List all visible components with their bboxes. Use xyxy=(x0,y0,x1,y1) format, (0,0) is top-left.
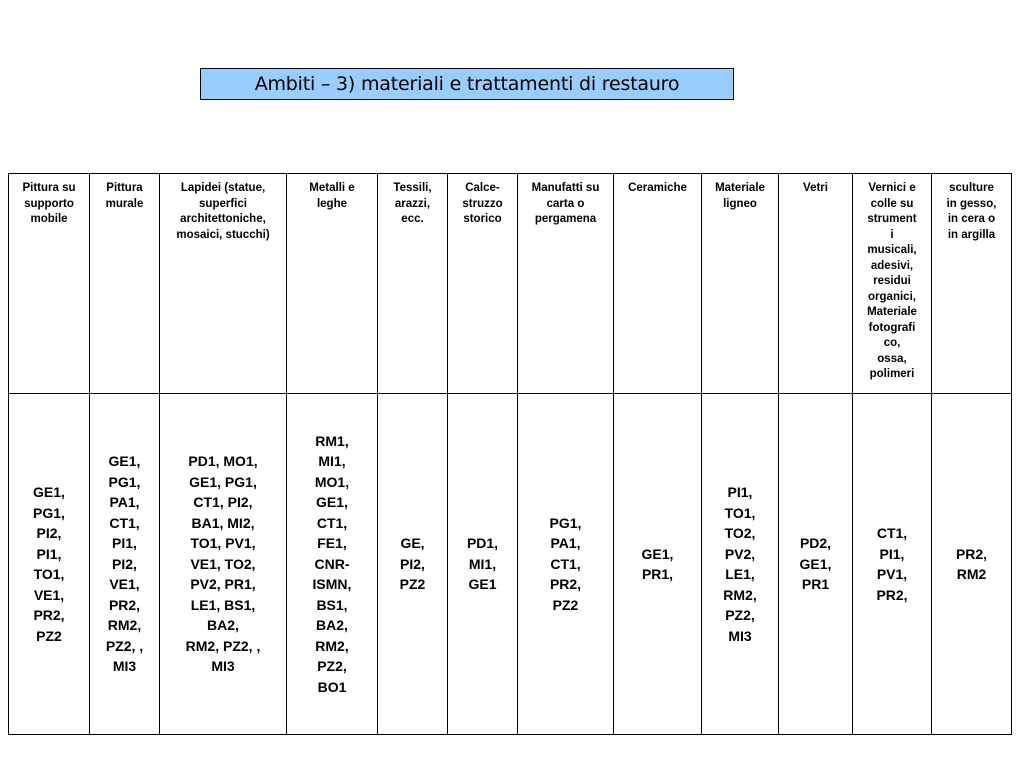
column-header: Tessili, arazzi, ecc. xyxy=(378,174,448,394)
column-header: Pittura murale xyxy=(90,174,160,394)
materials-table xyxy=(8,173,1012,735)
column-header: Materiale ligneo xyxy=(702,174,779,394)
table-cell: PR2, RM2 xyxy=(932,394,1012,735)
table-cell: GE1, PG1, PA1, CT1, PI1, PI2, VE1, PR2, RM2, PZ2, , MI3 xyxy=(90,394,160,735)
table-cell: PD1, MO1, GE1, PG1, CT1, PI2, BA1, MI2, TO1, PV1, VE1, TO2, PV2, PR1, LE1, BS1, BA2, RM2, PZ2, , MI3 xyxy=(160,394,287,735)
table-cell: PD1, MI1, GE1 xyxy=(448,394,518,735)
table-cell: RM1, MI1, MO1, GE1, CT1, FE1, CNR- ISMN, BS1, BA2, RM2, PZ2, BO1 xyxy=(287,394,378,735)
table-cell: GE, PI2, PZ2 xyxy=(378,394,448,735)
table-cell: PD2, GE1, PR1 xyxy=(779,394,853,735)
table-cell: CT1, PI1, PV1, PR2, xyxy=(853,394,932,735)
table-cell: PG1, PA1, CT1, PR2, PZ2 xyxy=(518,394,614,735)
column-header: Metalli e leghe xyxy=(287,174,378,394)
column-header: Calce- struzzo storico xyxy=(448,174,518,394)
values-row xyxy=(9,394,1012,735)
column-header: Manufatti su carta o pergamena xyxy=(518,174,614,394)
column-header: Pittura su supporto mobile xyxy=(9,174,90,394)
column-header: sculture in gesso, in cera o in argilla xyxy=(932,174,1012,394)
column-header: Vernici e colle su strument i musicali, adesivi, residui organici, Materiale fotografi co, ossa, polimeri xyxy=(853,174,932,394)
column-header: Vetri xyxy=(779,174,853,394)
slide-title: Ambiti – 3) materiali e trattamenti di restauro xyxy=(254,73,680,95)
title-box xyxy=(200,68,734,100)
column-header: Ceramiche xyxy=(614,174,702,394)
table-cell: GE1, PR1, xyxy=(614,394,702,735)
table-cell: GE1, PG1, PI2, PI1, TO1, VE1, PR2, PZ2 xyxy=(9,394,90,735)
table-cell: PI1, TO1, TO2, PV2, LE1, RM2, PZ2, MI3 xyxy=(702,394,779,735)
header-row xyxy=(9,174,1012,394)
column-header: Lapidei (statue, superfici architettoniche, mosaici, stucchi) xyxy=(160,174,287,394)
